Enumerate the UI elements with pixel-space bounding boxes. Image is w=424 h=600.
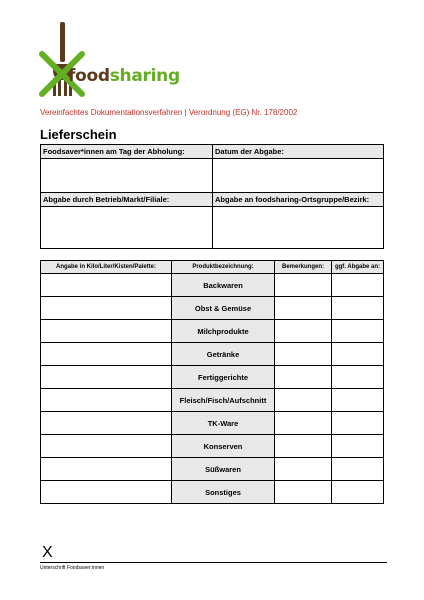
- table-row: [41, 412, 384, 435]
- table-row: [41, 366, 384, 389]
- quantity-cell[interactable]: [41, 320, 172, 343]
- recipient-cell[interactable]: [332, 412, 384, 435]
- group-field[interactable]: [213, 207, 384, 249]
- category-cell: Fertiggerichte: [172, 366, 275, 389]
- remarks-cell[interactable]: [275, 297, 332, 320]
- recipient-cell[interactable]: [332, 297, 384, 320]
- recipient-cell[interactable]: [332, 366, 384, 389]
- table-row: [41, 320, 384, 343]
- table-row: [41, 435, 384, 458]
- header-recipient: ggf. Abgabe an:: [332, 261, 384, 274]
- quantity-cell[interactable]: [41, 458, 172, 481]
- quantity-cell[interactable]: [41, 274, 172, 297]
- signature-line[interactable]: [40, 562, 387, 563]
- signature-mark: X: [42, 544, 53, 561]
- recipient-cell[interactable]: [332, 343, 384, 366]
- table-row: [41, 458, 384, 481]
- document-subtitle: Vereinfachtes Dokumentationsverfahren | Verordnung (EG) Nr. 178/2002: [40, 108, 298, 117]
- remarks-cell[interactable]: [275, 458, 332, 481]
- brand-name-food: food: [68, 66, 110, 86]
- remarks-cell[interactable]: [275, 412, 332, 435]
- quantity-cell[interactable]: [41, 297, 172, 320]
- remarks-cell[interactable]: [275, 343, 332, 366]
- recipient-cell[interactable]: [332, 458, 384, 481]
- remarks-cell[interactable]: [275, 320, 332, 343]
- remarks-cell[interactable]: [275, 274, 332, 297]
- quantity-cell[interactable]: [41, 435, 172, 458]
- category-cell: Fleisch/Fisch/Aufschnitt: [172, 389, 275, 412]
- category-cell: Süßwaren: [172, 458, 275, 481]
- quantity-cell[interactable]: [41, 389, 172, 412]
- business-field[interactable]: [41, 207, 213, 249]
- header-quantity: Angabe in Kilo/Liter/Kisten/Palette:: [41, 261, 172, 274]
- date-label: Datum der Abgabe:: [213, 145, 384, 159]
- recipient-cell[interactable]: [332, 481, 384, 504]
- recipient-cell[interactable]: [332, 320, 384, 343]
- brand-wordmark: [68, 66, 180, 86]
- group-label: Abgabe an foodsharing-Ortsgruppe/Bezirk:: [213, 193, 384, 207]
- foodsaver-label: Foodsaver*innen am Tag der Abholung:: [41, 145, 213, 159]
- product-table-header: [41, 261, 384, 274]
- business-label: Abgabe durch Betrieb/Markt/Filiale:: [41, 193, 213, 207]
- recipient-cell[interactable]: [332, 389, 384, 412]
- category-cell: Konserven: [172, 435, 275, 458]
- category-cell: TK-Ware: [172, 412, 275, 435]
- table-row: [41, 343, 384, 366]
- category-cell: Getränke: [172, 343, 275, 366]
- table-row: [41, 389, 384, 412]
- page-title: Lieferschein: [40, 127, 117, 142]
- recipient-cell[interactable]: [332, 435, 384, 458]
- date-field[interactable]: [213, 159, 384, 193]
- table-row: [41, 297, 384, 320]
- category-cell: Backwaren: [172, 274, 275, 297]
- remarks-cell[interactable]: [275, 389, 332, 412]
- table-row: [41, 274, 384, 297]
- foodsharing-logo-icon: [38, 20, 188, 98]
- remarks-cell[interactable]: [275, 366, 332, 389]
- table-row: [41, 481, 384, 504]
- delivery-info-table: [40, 144, 384, 249]
- foodsaver-field[interactable]: [41, 159, 213, 193]
- brand-name-sharing: sharing: [109, 66, 180, 86]
- remarks-cell[interactable]: [275, 435, 332, 458]
- signature-label: Unterschrift Foodsaver:innen: [40, 565, 105, 571]
- quantity-cell[interactable]: [41, 343, 172, 366]
- header-remarks: Bemerkungen:: [275, 261, 332, 274]
- product-table: [40, 260, 384, 504]
- header-product: Produktbezeichnung:: [172, 261, 275, 274]
- recipient-cell[interactable]: [332, 274, 384, 297]
- category-cell: Milchprodukte: [172, 320, 275, 343]
- quantity-cell[interactable]: [41, 412, 172, 435]
- quantity-cell[interactable]: [41, 481, 172, 504]
- quantity-cell[interactable]: [41, 366, 172, 389]
- category-cell: Sonstiges: [172, 481, 275, 504]
- remarks-cell[interactable]: [275, 481, 332, 504]
- category-cell: Obst & Gemüse: [172, 297, 275, 320]
